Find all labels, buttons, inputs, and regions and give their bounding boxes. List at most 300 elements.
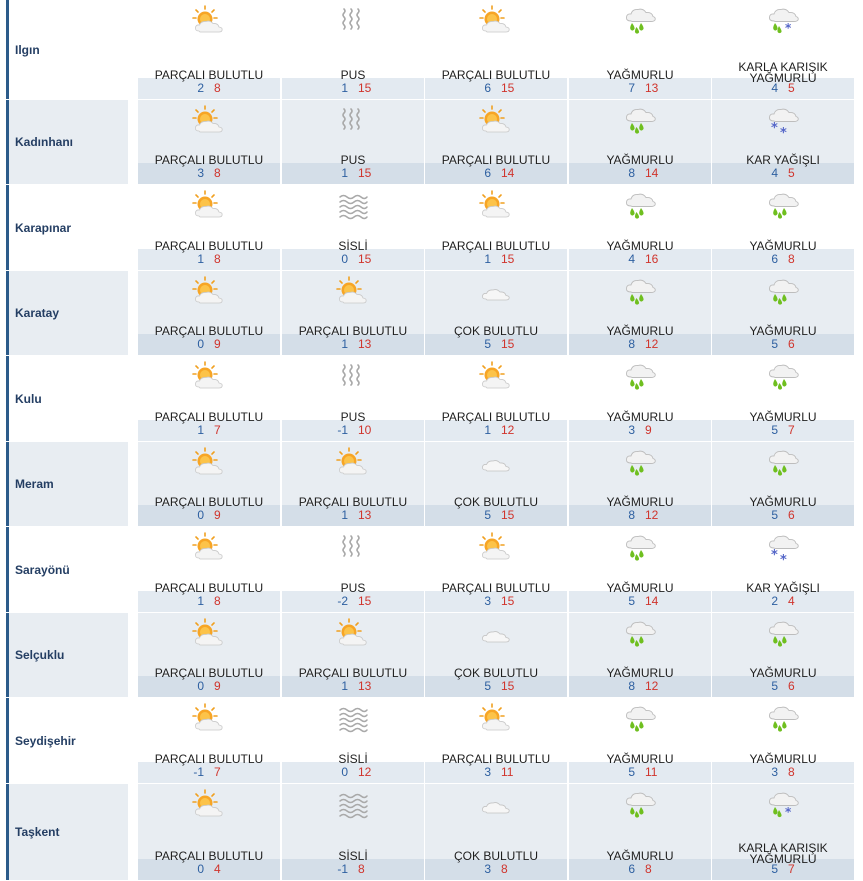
rain-icon bbox=[622, 702, 658, 734]
forecast-row bbox=[0, 0, 863, 100]
max-temperature: 9 bbox=[214, 508, 221, 522]
sleet-icon bbox=[765, 788, 801, 820]
condition-label: PARÇALI BULUTLU bbox=[154, 68, 264, 82]
temperature-range bbox=[712, 337, 854, 351]
forecast-day-cell bbox=[137, 613, 280, 697]
min-temperature: -1 bbox=[193, 765, 204, 779]
forecast-day-cell bbox=[281, 185, 424, 270]
min-temperature: 5 bbox=[484, 337, 491, 351]
temperature-range bbox=[569, 252, 711, 266]
partly-cloudy-icon bbox=[478, 189, 514, 221]
partly-cloudy-icon bbox=[191, 531, 227, 563]
svg-text:*: * bbox=[780, 553, 787, 563]
condition-label: PARÇALI BULUTLU bbox=[441, 752, 551, 766]
condition-label: PARÇALI BULUTLU bbox=[298, 495, 408, 509]
forecast-day-cell bbox=[568, 0, 711, 99]
sleet-icon bbox=[765, 4, 801, 36]
max-temperature: 5 bbox=[788, 166, 795, 180]
forecast-row bbox=[0, 100, 863, 185]
temperature-range bbox=[425, 679, 567, 693]
min-temperature: 0 bbox=[197, 508, 204, 522]
condition-label: ÇOK BULUTLU bbox=[453, 495, 539, 509]
forecast-day-cell bbox=[281, 100, 424, 184]
forecast-day-cell bbox=[137, 0, 280, 99]
forecast-day-cell bbox=[424, 527, 567, 612]
condition-label: ÇOK BULUTLU bbox=[453, 666, 539, 680]
condition-label: PARÇALI BULUTLU bbox=[441, 410, 551, 424]
partly-cloudy-icon bbox=[478, 360, 514, 392]
fog-icon bbox=[335, 189, 371, 221]
condition-label: YAĞMURLU bbox=[749, 495, 817, 509]
min-temperature: 1 bbox=[341, 166, 348, 180]
max-temperature: 6 bbox=[788, 337, 795, 351]
min-temperature: 5 bbox=[771, 423, 778, 437]
forecast-day-cell bbox=[424, 698, 567, 783]
haze-icon bbox=[335, 360, 371, 392]
condition-label: ÇOK BULUTLU bbox=[453, 849, 539, 863]
temperature-range bbox=[138, 81, 280, 95]
forecast-day-cell bbox=[424, 0, 567, 99]
forecast-day-cell bbox=[711, 185, 854, 270]
temperature-range bbox=[282, 679, 424, 693]
max-temperature: 9 bbox=[645, 423, 652, 437]
max-temperature: 8 bbox=[358, 862, 365, 876]
rain-icon bbox=[622, 617, 658, 649]
condition-label: KAR YAĞIŞLI bbox=[746, 153, 820, 167]
max-temperature: 15 bbox=[501, 81, 515, 95]
temperature-range bbox=[282, 594, 424, 608]
max-temperature: 13 bbox=[358, 679, 372, 693]
min-temperature: 6 bbox=[484, 81, 491, 95]
condition-label: PARÇALI BULUTLU bbox=[154, 666, 264, 680]
condition-label: PARÇALI BULUTLU bbox=[154, 324, 264, 338]
forecast-day-cell bbox=[568, 185, 711, 270]
min-temperature: 8 bbox=[628, 508, 635, 522]
min-temperature: 1 bbox=[484, 423, 491, 437]
city-name: Taşkent bbox=[6, 784, 128, 880]
temperature-range bbox=[425, 508, 567, 522]
condition-label: YAĞMURLU bbox=[606, 324, 674, 338]
city-name: Kadınhanı bbox=[6, 100, 128, 184]
temperature-range bbox=[138, 765, 280, 779]
min-temperature: 5 bbox=[771, 862, 778, 876]
temperature-range bbox=[138, 252, 280, 266]
temperature-range bbox=[138, 337, 280, 351]
forecast-row bbox=[0, 698, 863, 784]
condition-label: PARÇALI BULUTLU bbox=[154, 410, 264, 424]
condition-label: PARÇALI BULUTLU bbox=[298, 666, 408, 680]
condition-label: YAĞMURLU bbox=[606, 849, 674, 863]
forecast-day-cell bbox=[568, 271, 711, 355]
condition-label: PARÇALI BULUTLU bbox=[441, 239, 551, 253]
min-temperature: 6 bbox=[771, 252, 778, 266]
city-name: Meram bbox=[6, 442, 128, 526]
partly-cloudy-icon bbox=[191, 275, 227, 307]
condition-label: YAĞMURLU bbox=[606, 239, 674, 253]
min-temperature: 2 bbox=[197, 81, 204, 95]
min-temperature: 1 bbox=[341, 508, 348, 522]
rain-icon bbox=[765, 360, 801, 392]
max-temperature: 12 bbox=[358, 765, 372, 779]
forecast-day-cell bbox=[137, 784, 280, 880]
max-temperature: 6 bbox=[788, 679, 795, 693]
temperature-range bbox=[712, 252, 854, 266]
max-temperature: 8 bbox=[788, 252, 795, 266]
partly-cloudy-icon bbox=[478, 104, 514, 136]
forecast-day-cell bbox=[424, 100, 567, 184]
max-temperature: 15 bbox=[501, 337, 515, 351]
max-temperature: 15 bbox=[358, 252, 372, 266]
city-name: Kulu bbox=[6, 356, 128, 441]
max-temperature: 4 bbox=[214, 862, 221, 876]
condition-label: PUS bbox=[340, 153, 366, 167]
condition-label: PARÇALI BULUTLU bbox=[441, 153, 551, 167]
partly-cloudy-icon bbox=[191, 189, 227, 221]
min-temperature: 5 bbox=[771, 337, 778, 351]
temperature-range bbox=[569, 166, 711, 180]
temperature-range bbox=[282, 508, 424, 522]
forecast-day-cell bbox=[137, 100, 280, 184]
max-temperature: 8 bbox=[501, 862, 508, 876]
rain-icon bbox=[765, 446, 801, 478]
rain-icon bbox=[622, 104, 658, 136]
forecast-day-cell bbox=[281, 271, 424, 355]
forecast-day-cell bbox=[568, 356, 711, 441]
temperature-range bbox=[425, 862, 567, 876]
condition-label: KARLA KARIŞIK YAĞMURLU bbox=[738, 60, 828, 85]
condition-label: YAĞMURLU bbox=[606, 666, 674, 680]
condition-label: PARÇALI BULUTLU bbox=[154, 495, 264, 509]
partly-cloudy-icon bbox=[191, 788, 227, 820]
partly-cloudy-icon bbox=[478, 702, 514, 734]
partly-cloudy-icon bbox=[478, 4, 514, 36]
temperature-range bbox=[712, 166, 854, 180]
min-temperature: 3 bbox=[771, 765, 778, 779]
min-temperature: 1 bbox=[484, 252, 491, 266]
max-temperature: 8 bbox=[214, 252, 221, 266]
temperature-range bbox=[138, 679, 280, 693]
forecast-day-cell bbox=[281, 356, 424, 441]
min-temperature: 3 bbox=[628, 423, 635, 437]
temperature-range bbox=[282, 423, 424, 437]
city-name: Seydişehir bbox=[6, 698, 128, 783]
condition-label: SİSLİ bbox=[338, 849, 368, 863]
max-temperature: 11 bbox=[501, 765, 514, 779]
max-temperature: 8 bbox=[645, 862, 652, 876]
min-temperature: 8 bbox=[628, 679, 635, 693]
min-temperature: 8 bbox=[628, 337, 635, 351]
temperature-range bbox=[282, 862, 424, 876]
min-temperature: 5 bbox=[628, 765, 635, 779]
min-temperature: 1 bbox=[197, 252, 204, 266]
max-temperature: 16 bbox=[645, 252, 659, 266]
min-temperature: 7 bbox=[628, 81, 635, 95]
condition-label: YAĞMURLU bbox=[749, 752, 817, 766]
forecast-day-cell bbox=[711, 0, 854, 99]
temperature-range bbox=[712, 679, 854, 693]
forecast-day-cell bbox=[568, 100, 711, 184]
max-temperature: 13 bbox=[358, 508, 372, 522]
rain-icon bbox=[622, 446, 658, 478]
condition-label: YAĞMURLU bbox=[606, 68, 674, 82]
condition-label: YAĞMURLU bbox=[749, 239, 817, 253]
max-temperature: 15 bbox=[358, 594, 372, 608]
forecast-day-cell bbox=[568, 698, 711, 783]
temperature-range bbox=[138, 594, 280, 608]
forecast-day-cell bbox=[711, 271, 854, 355]
temperature-range bbox=[569, 423, 711, 437]
min-temperature: 2 bbox=[771, 594, 778, 608]
max-temperature: 4 bbox=[788, 594, 795, 608]
temperature-range bbox=[425, 337, 567, 351]
temperature-range bbox=[712, 765, 854, 779]
max-temperature: 8 bbox=[788, 765, 795, 779]
condition-label: PARÇALI BULUTLU bbox=[441, 68, 551, 82]
haze-icon bbox=[335, 531, 371, 563]
condition-label: YAĞMURLU bbox=[749, 666, 817, 680]
svg-text:*: * bbox=[771, 121, 778, 136]
forecast-day-cell bbox=[281, 613, 424, 697]
snow-icon bbox=[765, 531, 801, 563]
condition-label: PARÇALI BULUTLU bbox=[154, 849, 264, 863]
condition-label: PUS bbox=[340, 410, 366, 424]
temperature-range bbox=[569, 81, 711, 95]
condition-label: PARÇALI BULUTLU bbox=[154, 581, 264, 595]
forecast-row bbox=[0, 442, 863, 527]
condition-label: PUS bbox=[340, 68, 366, 82]
forecast-day-cell bbox=[711, 698, 854, 783]
rain-icon bbox=[622, 189, 658, 221]
forecast-day-cell bbox=[424, 356, 567, 441]
cloudy-icon bbox=[478, 788, 514, 820]
rain-icon bbox=[765, 275, 801, 307]
temperature-range bbox=[712, 862, 854, 876]
partly-cloudy-icon bbox=[191, 104, 227, 136]
min-temperature: 8 bbox=[628, 166, 635, 180]
city-name: Karatay bbox=[6, 271, 128, 355]
temperature-range bbox=[282, 252, 424, 266]
min-temperature: 4 bbox=[771, 166, 778, 180]
cloudy-icon bbox=[478, 446, 514, 478]
min-temperature: 5 bbox=[484, 679, 491, 693]
cloudy-icon bbox=[478, 275, 514, 307]
partly-cloudy-icon bbox=[335, 617, 371, 649]
forecast-day-cell bbox=[568, 784, 711, 880]
max-temperature: 6 bbox=[788, 508, 795, 522]
forecast-day-cell bbox=[711, 527, 854, 612]
max-temperature: 11 bbox=[645, 765, 658, 779]
forecast-day-cell bbox=[424, 442, 567, 526]
condition-label: YAĞMURLU bbox=[606, 752, 674, 766]
forecast-day-cell bbox=[137, 442, 280, 526]
condition-label: SİSLİ bbox=[338, 239, 368, 253]
city-name: Selçuklu bbox=[6, 613, 128, 697]
forecast-day-cell bbox=[281, 527, 424, 612]
snow-icon bbox=[765, 104, 801, 136]
forecast-day-cell bbox=[711, 613, 854, 697]
condition-label: SİSLİ bbox=[338, 752, 368, 766]
temperature-range bbox=[425, 423, 567, 437]
temperature-range bbox=[425, 765, 567, 779]
max-temperature: 14 bbox=[501, 166, 515, 180]
temperature-range bbox=[138, 508, 280, 522]
max-temperature: 15 bbox=[358, 166, 372, 180]
min-temperature: 0 bbox=[341, 252, 348, 266]
temperature-range bbox=[712, 594, 854, 608]
max-temperature: 12 bbox=[645, 508, 659, 522]
rain-icon bbox=[622, 788, 658, 820]
forecast-row bbox=[0, 527, 863, 613]
rain-icon bbox=[622, 360, 658, 392]
partly-cloudy-icon bbox=[191, 617, 227, 649]
min-temperature: -1 bbox=[337, 862, 348, 876]
max-temperature: 12 bbox=[645, 337, 659, 351]
city-name: Ilgın bbox=[6, 0, 128, 99]
min-temperature: 3 bbox=[197, 166, 204, 180]
forecast-day-cell bbox=[711, 442, 854, 526]
temperature-range bbox=[712, 423, 854, 437]
min-temperature: 6 bbox=[484, 166, 491, 180]
condition-label: YAĞMURLU bbox=[606, 581, 674, 595]
svg-text:*: * bbox=[771, 548, 778, 563]
max-temperature: 7 bbox=[214, 423, 221, 437]
forecast-day-cell bbox=[281, 0, 424, 99]
haze-icon bbox=[335, 4, 371, 36]
condition-label: YAĞMURLU bbox=[606, 153, 674, 167]
forecast-day-cell bbox=[281, 784, 424, 880]
min-temperature: 0 bbox=[197, 337, 204, 351]
partly-cloudy-icon bbox=[191, 702, 227, 734]
condition-label: PARÇALI BULUTLU bbox=[441, 581, 551, 595]
rain-icon bbox=[765, 189, 801, 221]
rain-icon bbox=[622, 4, 658, 36]
max-temperature: 7 bbox=[788, 862, 795, 876]
condition-label: PARÇALI BULUTLU bbox=[154, 153, 264, 167]
svg-text:*: * bbox=[785, 21, 792, 35]
temperature-range bbox=[138, 862, 280, 876]
forecast-day-cell bbox=[281, 698, 424, 783]
partly-cloudy-icon bbox=[335, 446, 371, 478]
temperature-range bbox=[569, 337, 711, 351]
temperature-range bbox=[282, 337, 424, 351]
condition-label: YAĞMURLU bbox=[749, 324, 817, 338]
condition-label: PARÇALI BULUTLU bbox=[154, 239, 264, 253]
min-temperature: -1 bbox=[337, 423, 348, 437]
condition-label: PARÇALI BULUTLU bbox=[298, 324, 408, 338]
max-temperature: 7 bbox=[788, 423, 795, 437]
max-temperature: 15 bbox=[501, 594, 515, 608]
temperature-range bbox=[569, 679, 711, 693]
min-temperature: 1 bbox=[197, 423, 204, 437]
cloudy-icon bbox=[478, 617, 514, 649]
partly-cloudy-icon bbox=[335, 275, 371, 307]
min-temperature: 1 bbox=[341, 337, 348, 351]
forecast-day-cell bbox=[137, 356, 280, 441]
svg-text:*: * bbox=[780, 126, 787, 136]
temperature-range bbox=[569, 594, 711, 608]
max-temperature: 14 bbox=[645, 594, 659, 608]
temperature-range bbox=[282, 765, 424, 779]
max-temperature: 9 bbox=[214, 337, 221, 351]
forecast-day-cell bbox=[711, 100, 854, 184]
max-temperature: 13 bbox=[358, 337, 372, 351]
city-name: Karapınar bbox=[6, 185, 128, 270]
condition-label: KAR YAĞIŞLI bbox=[746, 581, 820, 595]
city-name: Sarayönü bbox=[6, 527, 128, 612]
temperature-range bbox=[138, 166, 280, 180]
temperature-range bbox=[712, 508, 854, 522]
forecast-day-cell bbox=[137, 271, 280, 355]
forecast-day-cell bbox=[568, 442, 711, 526]
temperature-range bbox=[569, 508, 711, 522]
max-temperature: 15 bbox=[501, 508, 515, 522]
min-temperature: 0 bbox=[341, 765, 348, 779]
forecast-day-cell bbox=[424, 784, 567, 880]
forecast-row bbox=[0, 356, 863, 442]
temperature-range bbox=[425, 81, 567, 95]
haze-icon bbox=[335, 104, 371, 136]
condition-label: KARLA KARIŞIK YAĞMURLU bbox=[738, 841, 828, 866]
forecast-day-cell bbox=[137, 527, 280, 612]
max-temperature: 15 bbox=[501, 679, 515, 693]
partly-cloudy-icon bbox=[191, 4, 227, 36]
temperature-range bbox=[569, 862, 711, 876]
temperature-range bbox=[425, 252, 567, 266]
rain-icon bbox=[622, 275, 658, 307]
max-temperature: 12 bbox=[645, 679, 659, 693]
max-temperature: 12 bbox=[501, 423, 515, 437]
forecast-row bbox=[0, 784, 863, 881]
max-temperature: 15 bbox=[358, 81, 372, 95]
partly-cloudy-icon bbox=[191, 446, 227, 478]
min-temperature: 1 bbox=[197, 594, 204, 608]
min-temperature: 1 bbox=[341, 679, 348, 693]
rain-icon bbox=[622, 531, 658, 563]
min-temperature: -2 bbox=[337, 594, 348, 608]
forecast-day-cell bbox=[711, 356, 854, 441]
forecast-day-cell bbox=[568, 613, 711, 697]
min-temperature: 3 bbox=[484, 594, 491, 608]
svg-text:*: * bbox=[785, 805, 792, 819]
partly-cloudy-icon bbox=[478, 531, 514, 563]
max-temperature: 7 bbox=[214, 765, 221, 779]
forecast-row bbox=[0, 613, 863, 698]
temperature-range bbox=[138, 423, 280, 437]
max-temperature: 8 bbox=[214, 81, 221, 95]
forecast-day-cell bbox=[137, 185, 280, 270]
forecast-day-cell bbox=[711, 784, 854, 880]
min-temperature: 5 bbox=[771, 679, 778, 693]
max-temperature: 13 bbox=[645, 81, 659, 95]
rain-icon bbox=[765, 702, 801, 734]
temperature-range bbox=[425, 166, 567, 180]
max-temperature: 14 bbox=[645, 166, 659, 180]
forecast-day-cell bbox=[568, 527, 711, 612]
min-temperature: 4 bbox=[771, 81, 778, 95]
min-temperature: 3 bbox=[484, 862, 491, 876]
forecast-day-cell bbox=[424, 613, 567, 697]
forecast-day-cell bbox=[281, 442, 424, 526]
min-temperature: 4 bbox=[628, 252, 635, 266]
condition-label: ÇOK BULUTLU bbox=[453, 324, 539, 338]
max-temperature: 10 bbox=[358, 423, 372, 437]
forecast-row bbox=[0, 185, 863, 271]
rain-icon bbox=[765, 617, 801, 649]
condition-label: YAĞMURLU bbox=[749, 410, 817, 424]
min-temperature: 5 bbox=[771, 508, 778, 522]
temperature-range bbox=[569, 765, 711, 779]
condition-label: YAĞMURLU bbox=[606, 410, 674, 424]
